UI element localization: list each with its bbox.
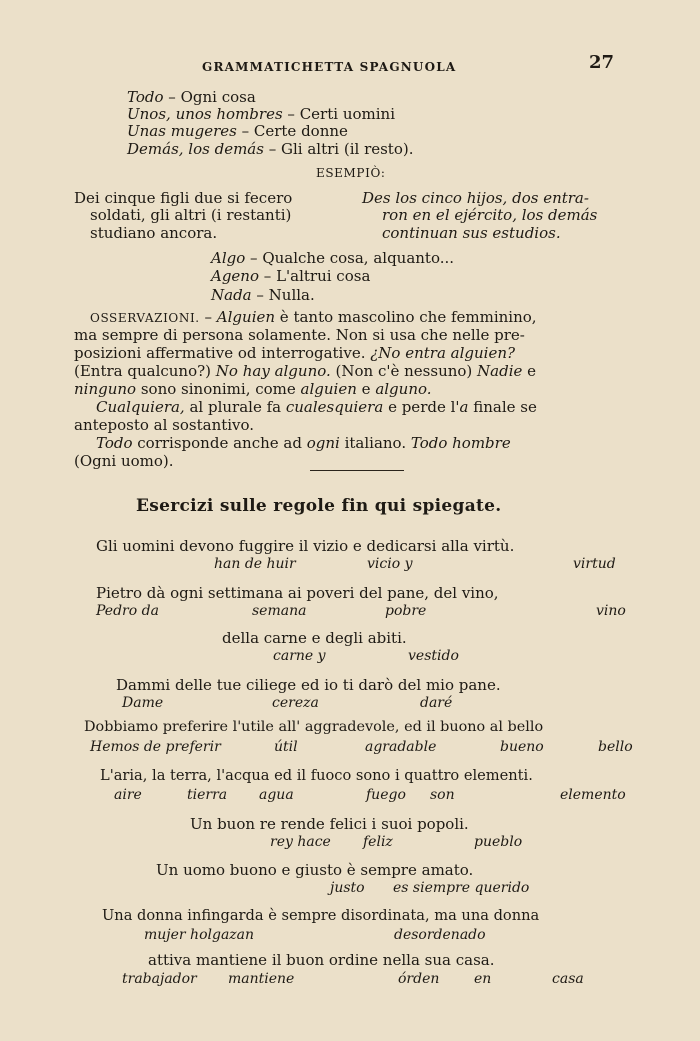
text-run: ogni — [306, 434, 340, 452]
observation-line — [90, 308, 537, 326]
example-spanish-line: Des los cinco hijos, dos entra- — [362, 189, 589, 207]
exercise-spanish-word: pobre — [385, 603, 427, 619]
running-title: GRAMMATICHETTA SPAGNUOLA — [202, 60, 457, 74]
exercise-spanish-word: es siempre querido — [393, 880, 530, 896]
exercise-spanish-word: han de huir — [214, 556, 296, 572]
italian-gloss: Certe donne — [253, 122, 348, 140]
text-run: – — [204, 308, 217, 326]
observation-line — [96, 398, 537, 416]
exercise-spanish-word: útil — [274, 739, 298, 755]
text-run: (Non c'è nessuno) — [330, 362, 478, 380]
exercise-spanish-word: desordenado — [394, 927, 486, 943]
text-run: corrisponde anche ad — [132, 434, 307, 452]
exercise-spanish-word: órden — [398, 971, 440, 987]
exercise-italian-line: attiva mantiene il buon ordine nella sua casa. — [148, 951, 495, 969]
italian-gloss: Ogni cosa — [180, 88, 256, 106]
exercise-spanish-word: semana — [252, 603, 307, 619]
exercise-spanish-word: vestido — [408, 648, 459, 664]
exercise-spanish-word: rey hace — [270, 834, 331, 850]
exercise-italian-line: Gli uomini devono fuggire il vizio e dedicarsi alla virtù. — [96, 537, 515, 555]
italian-gloss: Qualche cosa, alquanto... — [262, 249, 455, 267]
text-run: alguien — [300, 380, 357, 398]
spanish-term: Unos, unos hombres — [127, 105, 283, 123]
text-run: Nadie — [477, 362, 523, 380]
italian-gloss: Nulla. — [268, 286, 315, 304]
exercise-spanish-word: agradable — [365, 739, 437, 755]
text-run: Cualquiera, — [96, 398, 185, 416]
exercise-italian-line: Una donna infingarda è sempre disordinata, ma una donna — [102, 907, 540, 924]
vocab-line: Algo – Qualche cosa, alquanto... — [211, 249, 455, 267]
exercise-spanish-word: carne y — [273, 648, 326, 664]
text-run: e perde l' — [383, 398, 460, 416]
text-run: italiano. — [339, 434, 411, 452]
exercise-italian-line: della carne e degli abiti. — [222, 629, 407, 647]
example-spanish-line: ron en el ejército, los demás — [382, 206, 598, 224]
spanish-term: Algo — [211, 249, 246, 267]
page-number: 27 — [589, 52, 615, 73]
exercise-spanish-word: vicio y — [367, 556, 413, 572]
exercise-spanish-word: bello — [598, 739, 633, 755]
exercise-spanish-word: en — [474, 971, 492, 987]
exercise-spanish-word: feliz — [363, 834, 393, 850]
exercise-spanish-word: Pedro da — [96, 603, 159, 619]
example-italian-line: Dei cinque figli due si fecero — [74, 189, 293, 207]
italian-gloss: Gli altri (il resto). — [281, 140, 414, 158]
spanish-term: Nada — [211, 286, 252, 304]
text-run: Alguien — [216, 308, 276, 326]
text-run: e — [522, 362, 537, 380]
example-heading: ESEMPIÒ: — [316, 166, 386, 180]
vocab-line: Unos, unos hombres – Certi uomini — [127, 105, 395, 123]
text-run: No hay alguno. — [215, 362, 331, 380]
exercise-spanish-word: casa — [552, 971, 584, 987]
exercise-spanish-word: virtud — [573, 556, 616, 572]
vocab-line: Ageno – L'altrui cosa — [211, 267, 371, 285]
text-run: al plurale fa — [184, 398, 286, 416]
exercise-spanish-word: mujer holgazan — [144, 927, 255, 943]
exercise-italian-line: Un buon re rende felici i suoi popoli. — [190, 815, 469, 833]
observation-line — [74, 362, 536, 380]
exercise-spanish-word: pueblo — [474, 834, 523, 850]
text-run: Todo — [96, 434, 133, 452]
exercise-italian-line: L'aria, la terra, l'acqua ed il fuoco sono i quattro elementi. — [100, 767, 533, 784]
observation-line: ma sempre di persona solamente. Non si usa che nelle pre- — [74, 326, 525, 344]
exercise-italian-line: Dammi delle tue ciliege ed io ti darò del mio pane. — [116, 676, 501, 694]
spanish-term: Todo — [127, 88, 164, 106]
spanish-term: Demás, los demás — [127, 140, 264, 158]
observation-line — [74, 380, 432, 398]
exercise-spanish-word: elemento — [560, 787, 626, 803]
exercise-spanish-word: vino — [596, 603, 626, 619]
exercise-spanish-word: trabajador — [122, 971, 197, 987]
example-italian-line: soldati, gli altri (i restanti) — [90, 206, 292, 224]
text-run: alguno. — [375, 380, 432, 398]
spanish-term: Ageno — [211, 267, 260, 285]
text-run: Todo hombre — [410, 434, 511, 452]
section-divider — [310, 470, 404, 471]
vocab-line: Todo – Ogni cosa — [127, 88, 256, 106]
text-run: e — [356, 380, 376, 398]
exercises-title: Esercizi sulle regole fin qui spiegate. — [136, 496, 502, 516]
exercise-spanish-word: Dame — [122, 695, 164, 711]
observation-line — [74, 344, 515, 362]
exercise-spanish-word: bueno — [500, 739, 544, 755]
text-run: sono sinonimi, come — [136, 380, 301, 398]
text-run: ninguno — [74, 380, 137, 398]
exercise-spanish-word: justo — [330, 880, 365, 896]
observation-line: (Ogni uomo). — [74, 452, 174, 470]
text-run: posizioni affermative od interrogative. — [74, 344, 371, 362]
text-run: ¿No entra alguien? — [370, 344, 516, 362]
observation-line: anteposto al sostantivo. — [74, 416, 255, 434]
text-run: è tanto mascolino che femminino, — [275, 308, 537, 326]
exercise-spanish-word: son — [430, 787, 455, 803]
vocab-line: Nada – Nulla. — [211, 286, 315, 304]
exercise-spanish-word: aire — [114, 787, 142, 803]
italian-gloss: Certi uomini — [299, 105, 395, 123]
exercise-italian-line: Un uomo buono e giusto è sempre amato. — [156, 861, 474, 879]
exercise-spanish-word: cereza — [272, 695, 319, 711]
vocab-line: Demás, los demás – Gli altri (il resto). — [127, 140, 414, 158]
exercise-spanish-word: mantiene — [228, 971, 295, 987]
example-italian-line: studiano ancora. — [90, 224, 218, 242]
exercise-italian-line: Dobbiamo preferire l'utile all' aggradevole, ed il buono al bello — [84, 719, 544, 735]
text-run: a — [459, 398, 469, 416]
exercise-spanish-word: fuego — [366, 787, 406, 803]
exercise-italian-line: Pietro dà ogni settimana ai poveri del pane, del vino, — [96, 584, 499, 602]
italian-gloss: L'altrui cosa — [276, 267, 371, 285]
spanish-term: Unas mugeres — [127, 122, 237, 140]
example-spanish-line: continuan sus estudios. — [382, 224, 561, 242]
text-run: cualesquiera — [285, 398, 384, 416]
exercise-spanish-word: tierra — [187, 787, 228, 803]
vocab-line: Unas mugeres – Certe donne — [127, 122, 348, 140]
observations-label: OSSERVAZIONI. — [90, 311, 200, 325]
observation-line — [96, 434, 511, 452]
text-run: finale se — [468, 398, 537, 416]
exercise-spanish-word: Hemos de preferir — [90, 739, 221, 755]
text-run: (Entra qualcuno?) — [74, 362, 216, 380]
exercise-spanish-word: daré — [420, 695, 453, 711]
exercise-spanish-word: agua — [259, 787, 294, 803]
